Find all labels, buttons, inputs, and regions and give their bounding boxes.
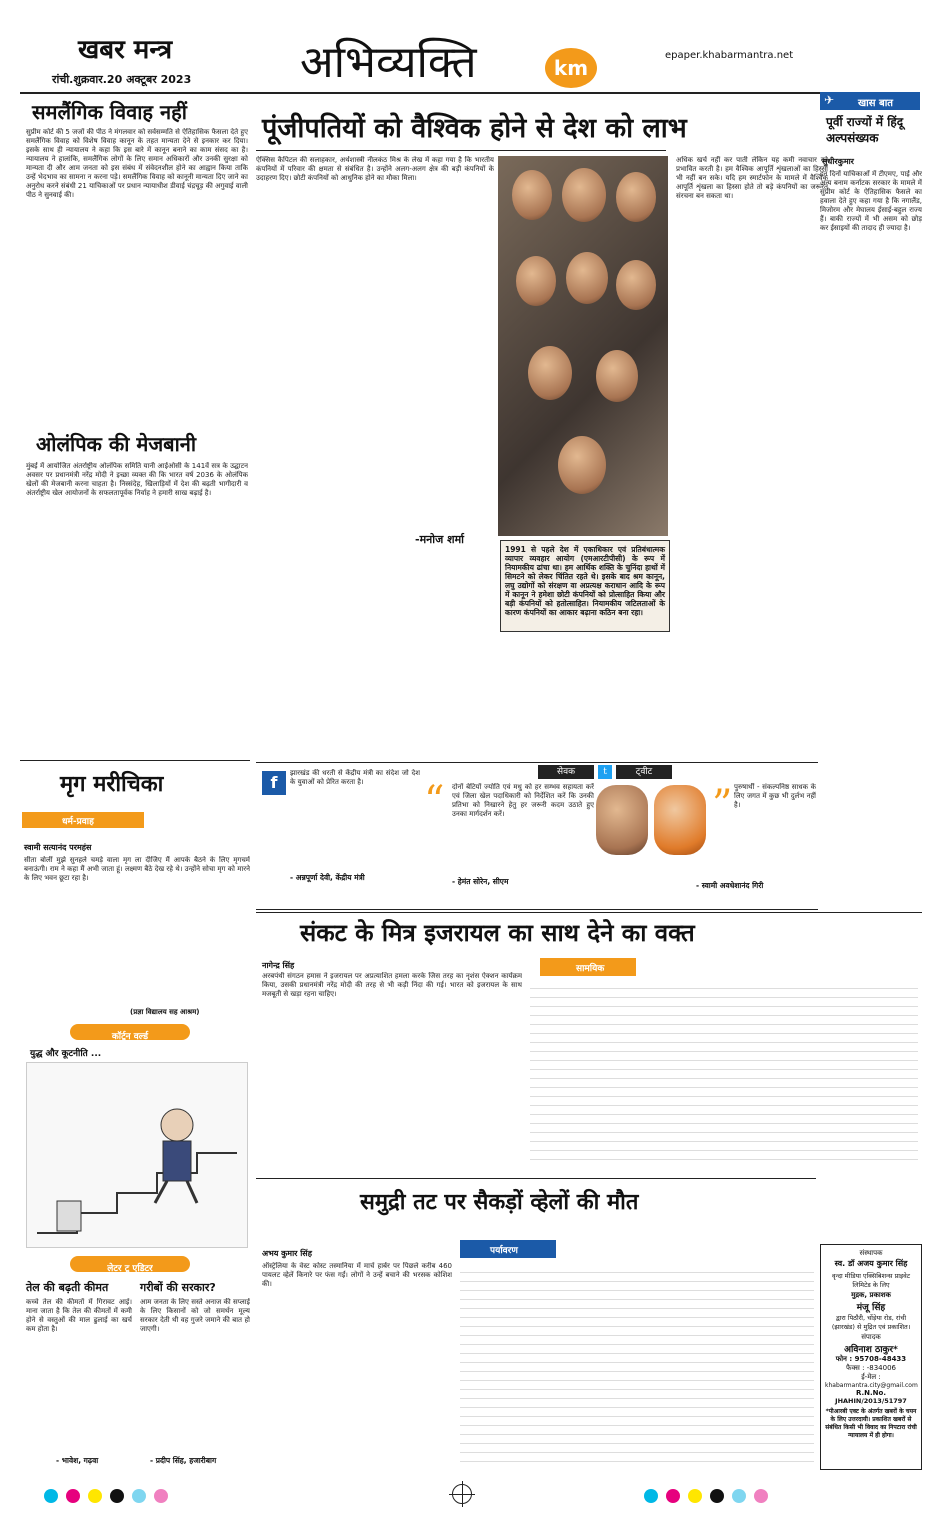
- tweet-text-1: झारखंड की धरती से केंद्रीय मंत्री का संदेश जो देश के युवाओं को प्रेरित करता है।: [290, 769, 420, 786]
- whale-body-extra: [460, 1266, 814, 1462]
- quote-mark-icon: ”: [712, 782, 733, 828]
- letter-body-2: आम जनता के लिए सस्ते अनाज की सप्लाई के लिए किसानों को जो समर्थन मूल्य सरकार देती थी वह गुजरे जमाने की बात हो जाएगी।: [140, 1298, 250, 1333]
- whale-headline: समुद्री तट पर सैकड़ों व्हेलों की मौत: [360, 1190, 639, 1215]
- letters-label-text: लेटर टू एडिटर: [107, 1264, 153, 1274]
- cartoon-drawing: [27, 1063, 249, 1249]
- fax: फैक्स : -834006: [846, 1364, 896, 1372]
- rni-number: JHAHIN/2013/51797: [835, 1397, 907, 1405]
- editorial-body-2: मुंबई में आयोजित अंतर्राष्ट्रीय ओलंपिक समिति यानी आईओसी के 141वें सत्र के उद्घाटन अवसर पर प्रधानमंत्री नरेंद्र मोदी ने इच्छा व्यक्त की कि भारत वर्ष 2036 के ओलंपिक खेलों की मेजबानी करना चाहता है। निस्संदेह, खिलाड़ियों में देश की बढ़ती भागीदारी व अंतर्राष्ट्रीय खेल आयोजनों के सफलतापूर्वक निर्वाह ने हमारी साख बढ़ाई है।: [26, 462, 248, 497]
- portrait: [516, 256, 556, 306]
- dharma-byline: स्वामी सत्यानंद परमहंस: [24, 843, 92, 852]
- samayik-label: [540, 958, 636, 976]
- paper-name: खबर मन्त्र: [78, 35, 173, 65]
- cartoon-label-text: कॉर्टून वर्ल्ड: [111, 1032, 149, 1042]
- cm-portrait: [596, 785, 648, 855]
- left-col-divider: [20, 760, 250, 761]
- tweet-author-1: - अन्नपूर्णा देवी, केंद्रीय मंत्री: [290, 873, 365, 882]
- dharma-label: [22, 812, 144, 828]
- tweet-header-right: ट्वीट: [616, 765, 672, 779]
- israel-headline: संकट के मित्र इजरायल का साथ देने का वक्त: [300, 919, 695, 947]
- km-logo: km: [545, 48, 597, 88]
- twitter-icon: t: [598, 765, 612, 779]
- section-title: अभिव्यक्ति: [300, 37, 477, 88]
- tweet-author-3: - स्वामी अवधेशानंद गिरी: [696, 881, 764, 890]
- samayik-label-text: सामयिक: [576, 964, 605, 974]
- tweet-header-left: सेवक: [538, 765, 594, 779]
- printer-name: मंजू सिंह: [856, 1303, 886, 1313]
- paryavaran-label: [460, 1240, 556, 1258]
- quote-mark-icon: “: [424, 778, 445, 824]
- editorial-title-2: ओलंपिक की मेजबानी: [36, 432, 197, 456]
- rni-label: R.N.No.: [855, 1389, 887, 1397]
- tweet-text-2: दोनों बेटियों ज्योति एवं मधु को हर सम्भव सहायता करें एवं जिला खेल पदाधिकारी को निर्देशित करें कि उनकी प्रतिभा को निखारने हेतु हर जरूरी कदम उठाते हुए उनका मार्गदर्शन करें।: [452, 783, 594, 818]
- editorial-body-1: सुप्रीम कोर्ट की 5 जजों की पीठ ने मंगलवार को सर्वसम्मति से ऐतिहासिक फैसला देते हुए समलैंगिक विवाह को विशेष विवाह कानून के तहत मान्यता देने से इनकार कर दिया। इसके साथ ही न्यायालय ने कहा कि इस बारे में कानून बनाने का काम संसद का है। न्यायालय ने हालांकि, समलैंगिक लोगों के लिए समान अधिकारों और उनकी सुरक्षा को मान्यता दी और आम जनता को इस संबंध में संवेदनशील होने का आह्वान किया ताकि उन्हें भेदभाव का सामना न करना पड़े। समलैंगिक विवाह को कानूनी मान्यता दिए जाने का अनुरोध करने संबंधी 21 याचिकाओं पर प्रधान न्यायाधीश डीवाई चंद्रचूड़ की अगुवाई वाली पीठ ने सुनवाई की।: [26, 128, 248, 199]
- dharma-label-text: धर्म-प्रवाह: [62, 817, 94, 827]
- whale-top-rule: [256, 1178, 816, 1179]
- cartoon-caption: युद्ध और कूटनीति ...: [30, 1049, 102, 1059]
- letter-author-1: - भावेश, गढ़वा: [56, 1456, 99, 1465]
- tweet-author-2: - हेमंत सोरेन, सीएम: [452, 877, 509, 886]
- founder-name: स्व. डॉ अजय कुमार सिंह: [834, 1259, 908, 1268]
- israel-top-rule: [256, 912, 922, 913]
- publisher-info: वृन्दा मीडिया एक्सिबिशन्स प्राइवेट लिमिटेड के लिए: [831, 1272, 911, 1289]
- email-label: ई-मेल :: [861, 1373, 881, 1381]
- israel-body-extra: [530, 982, 918, 1162]
- portrait: [528, 346, 572, 400]
- editor-name: अविनाश ठाकुर*: [844, 1345, 898, 1355]
- paryavaran-label-text: पर्यावरण: [490, 1246, 518, 1256]
- portrait: [512, 170, 552, 220]
- imprint-box: [820, 1244, 922, 1470]
- cartoon-label: [70, 1024, 190, 1040]
- whale-byline: अभय कुमार सिंह: [262, 1249, 312, 1258]
- portrait: [596, 350, 638, 402]
- sidebar-label: खास बात: [858, 98, 894, 109]
- letter-title-1: तेल की बढ़ती कीमत: [26, 1281, 109, 1294]
- editor-label: संपादक: [861, 1333, 881, 1341]
- portrait: [566, 252, 608, 304]
- israel-body: अरबपंथी संगठन हमास ने इजरायल पर अप्रत्याशित हमला करके जिस तरह का नृशंस ऐक्शन कार्यक्रम किया, उसकी प्रधानमंत्री नरेंद्र मोदी की तरह से भी कड़ी निंदा की गई। भारत को इजरायल के साथ मजबूती से खड़ा रहना चाहिए।: [262, 972, 522, 998]
- print-address: द्वारा पिठौरी, चोंड़ेया रोड, रांची (झारखंड) से मुद्रित एवं प्रकाशित।: [831, 1314, 911, 1331]
- cartoon-illustration: [26, 1062, 248, 1248]
- swami-portrait: [654, 785, 706, 855]
- editorial-title-3: मृग मरीचिका: [60, 772, 164, 797]
- portrait: [616, 260, 656, 310]
- letter-title-2: गरीबों की सरकार?: [140, 1281, 216, 1294]
- phone: फोन : 95708-48433: [835, 1355, 907, 1363]
- imprint-note: *पीआरबी एक्ट के अंतर्गत खबरों के चयन के लिए उत्तरदायी। प्रकाशित खबरों से संबंधित किसी भी विवाद का निपटारा रांची न्यायालय में ही होगा।: [825, 1408, 917, 1439]
- main-headline: पूंजीपतियों को वैश्विक होने से देश को लाभ: [262, 113, 687, 144]
- crosshair-icon: [452, 1484, 472, 1504]
- plane-icon: ✈: [824, 93, 835, 107]
- main-headline-rule: [256, 150, 666, 151]
- email[interactable]: khabarmantra.city@gmail.com: [825, 1382, 918, 1389]
- sidebar-title: पूर्वी राज्यों में हिंदू अल्पसंख्यक: [826, 115, 904, 145]
- founder-label: संस्थापक: [859, 1249, 883, 1257]
- registration-marks-left: [40, 1488, 172, 1507]
- registration-marks-right: [640, 1488, 772, 1507]
- letters-label: [70, 1256, 190, 1272]
- businessmen-collage: [498, 156, 668, 536]
- portrait: [558, 436, 606, 494]
- quote-author: -मनोज शर्मा: [415, 533, 464, 546]
- letter-author-2: - प्रदीप सिंह, हजारीबाग: [150, 1456, 217, 1465]
- masthead: [0, 0, 945, 90]
- israel-byline: नागेन्द्र सिंह: [262, 961, 295, 970]
- sidebar-label-box: [820, 92, 920, 110]
- main-body-right: अधिक खर्च नहीं कर पाती लेकिन यह कमी नवाचार को प्रभावित करती है। हम वैश्विक आपूर्ति शृंखलाओं का हिस्सा भी नहीं बन सके। यदि हम स्मार्टफोन के मामले में वैश्विक आपूर्ति शृंखला का हिस्सा होते तो बड़े कंपनियों का जरूरत संरचना बन सकता था।: [676, 156, 828, 200]
- whale-body: ऑस्ट्रेलिया के वेस्ट कोस्ट तस्मानिया में मार्च हार्बर पर पिछले करीब 460 पायलट व्हेलें किनारे पर फंस गईं। लोगों ने उन्हें बचाने की भरसक कोशिश की।: [262, 1262, 452, 1288]
- portrait: [562, 168, 606, 222]
- sidebar-byline: सुधीरकुमार: [822, 157, 854, 166]
- letter-body-1: कच्चे तेल की कीमतों में गिरावट आई। माना जाता है कि तेल की कीमतों में कमी होने से वस्तुओं की माल ढुलाई का खर्च कम होता है।: [26, 1298, 132, 1333]
- pull-quote: 1991 से पहले देश में एकाधिकार एवं प्रतिबंधात्मक व्यापार व्यवहार आयोग (एमआरटीपीसी) के रूप में नियामकीय ढांचा था। हम आर्थिक शक्ति के चुनिंदा हाथों में सिमटने को लेकर चिंतित रहते थे। इसके बाद श्रम कानून, लघु उद्योगों को संरक्षण वा अप्रत्यक्ष कराधान आदि के रूप में कानून ने हमेशा छोटी कंपनियों को प्रोत्साहित किया और बड़ी कंपनियों को हतोत्साहित। नियामकीय जटिलताओं के कारण कंपनियों का आकार बढ़ाना कठिन बना रहा।: [500, 540, 670, 632]
- editorial-title-1: समलैंगिक विवाह नहीं: [32, 100, 187, 124]
- sidebar-body: इन दिनों याचिकाओं में टीएमए, पाई और अन्य बनाम कर्नाटक सरकार के मामले में सुप्रीम कोर्ट के ऐतिहासिक फैसले का हवाला देते हुए कहा गया है कि नगालैंड, मिजोरम और मेघालय ईसाई-बहुल राज्य हैं। बाकी राज्यों में भी असम को छोड़ कर ईसाइयों की तादाद ही ज्यादा है।: [820, 170, 922, 232]
- masthead-divider: [20, 92, 920, 94]
- tweet-strip: [256, 762, 818, 910]
- dharma-body: सीता बोलीं मुझे सुनहले चमड़े वाला मृग ला दीजिए मैं आपके बैठने के लिए मृगचर्म बनाऊंगी। राम ने कहा मैं अभी जाता हूं। लक्ष्मण बैठे देख रहे थे। उन्होंने सोचा मृग को मारने के लिए भवन छूटा रहा है।: [24, 856, 250, 882]
- dateline: रांची.शुक्रवार.20 अक्टूबर 2023: [52, 73, 192, 86]
- main-body-left: ऐक्सिस कैपिटल की सलाहकार, अर्थशास्त्री नीलकंठ मिश्र के लेख में कहा गया है कि भारतीय कंपनियों में परिवार की क्षमता से संबंधित है। उन्होंने अलग-अलग क्षेत्र की बड़ी कंपनियों के उदाहरण दिए। छोटी कंपनियों को आधुनिक होने का मौका मिला।: [256, 156, 494, 182]
- website-url[interactable]: epaper.khabarmantra.net: [665, 50, 794, 61]
- portrait: [616, 172, 656, 222]
- dharma-source: (प्रज्ञा विद्यालय सह आश्रम): [130, 1008, 200, 1016]
- facebook-icon: f: [262, 771, 286, 795]
- printer-label: मुद्रक, प्रकाशक: [851, 1291, 891, 1299]
- tweet-text-3: पुरुषार्थी - संकल्पनिष्ठ साधक के लिए जगत में कुछ भी दुर्लभ नहीं है।: [734, 783, 816, 809]
